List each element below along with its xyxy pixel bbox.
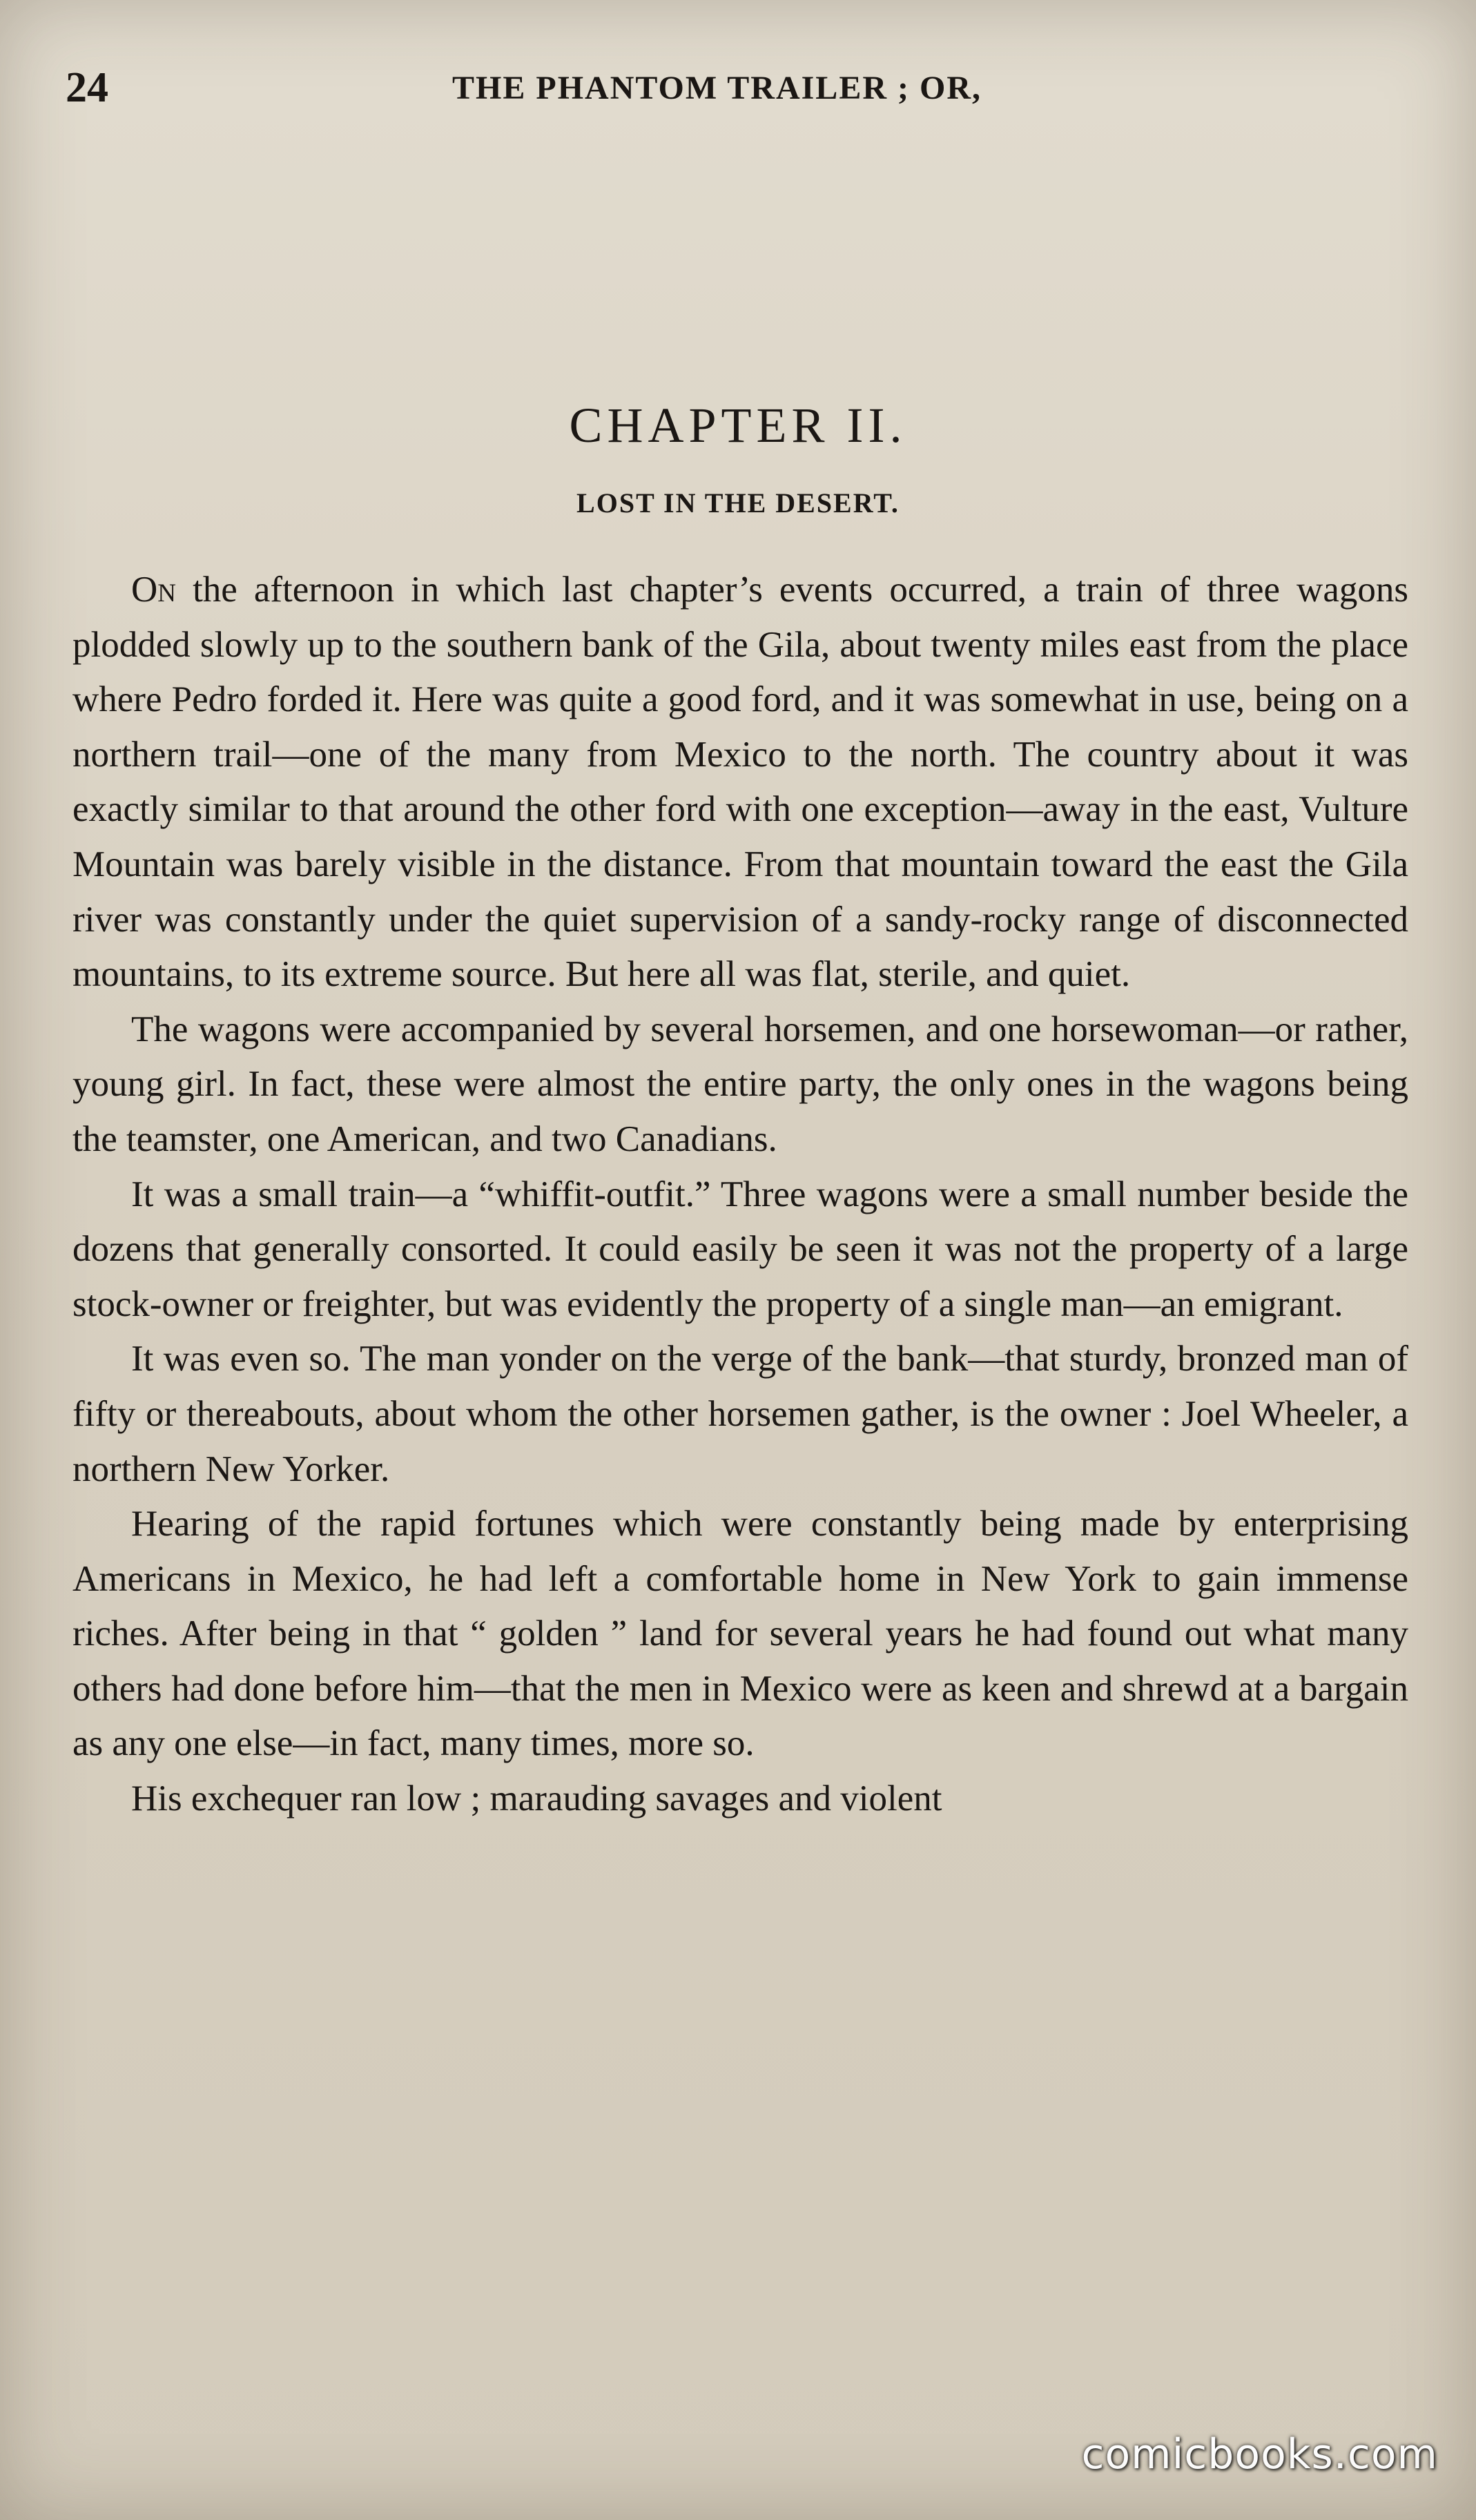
- paragraph-text: Hearing of the rapid fortunes which were constantly being made by enterprising Americans in Mexico, he had left a comfortable home in New York to gain immense riches. After being in that “ golden ” land for several years he had found out what many others had done before him—that the men in Mexico were as keen and shrewd at a bargain as any one else—in fact, many times, more so.: [72, 1504, 1408, 1764]
- paragraph-text: the afternoon in which last chapter’s events occurred, a train of three wagons plodded slowly up to the southern bank of the Gila, about twenty miles east from the place where Pedro forded it. Here was quite a good ford, and it was somewhat in use, being on a northern trail—one of the many from Mexico to the north. The country about it was exactly similar to that around the other ford with one exception—away in the east, Vulture Mountain was barely visible in the distance. From that mountain toward the east the Gila river was constantly under the quiet supervision of a sandy-rocky range of disconnected mountains, to its extreme source. But here all was flat, sterile, and quiet.: [72, 570, 1408, 995]
- paragraph-5: [72, 1497, 1408, 1772]
- body-text: [72, 563, 1408, 1827]
- paragraph-3: [72, 1167, 1408, 1332]
- chapter-title: CHAPTER II.: [569, 398, 907, 453]
- paragraph-lead: On: [131, 570, 176, 610]
- page-number: 24: [66, 64, 108, 111]
- paragraph-text: The wagons were accompanied by several horsemen, and one horsewoman—or rather, young girl. In fact, these were almost the entire party, the only ones in the wagons being the teamster, one American, and two Canadians.: [72, 1009, 1408, 1159]
- paragraph-text: It was even so. The man yonder on the verge of the bank—that sturdy, bronzed man of fifty or thereabouts, about whom the other horsemen gather, is the owner : Joel Wheeler, a northern New Yorker.: [72, 1339, 1408, 1489]
- paragraph-1: [72, 563, 1408, 1002]
- paragraph-text: It was a small train—a “whiffit-outfit.” Three wagons were a small number beside the dozens that generally consorted. It could easily be seen it was not the property of a large stock-owner or freighter, but was evidently the property of a single man—an emigrant.: [72, 1174, 1408, 1324]
- chapter-subtitle: LOST IN THE DESERT.: [576, 487, 900, 518]
- paragraph-4: [72, 1332, 1408, 1497]
- paragraph-2: [72, 1002, 1408, 1167]
- running-head: THE PHANTOM TRAILER ; OR,: [452, 70, 982, 106]
- paragraph-6: [72, 1772, 1408, 1827]
- paragraph-text: His exchequer ran low ; marauding savages and violent: [131, 1778, 942, 1819]
- watermark: comicbooks.com: [1081, 2430, 1438, 2479]
- page-header: [66, 64, 1410, 119]
